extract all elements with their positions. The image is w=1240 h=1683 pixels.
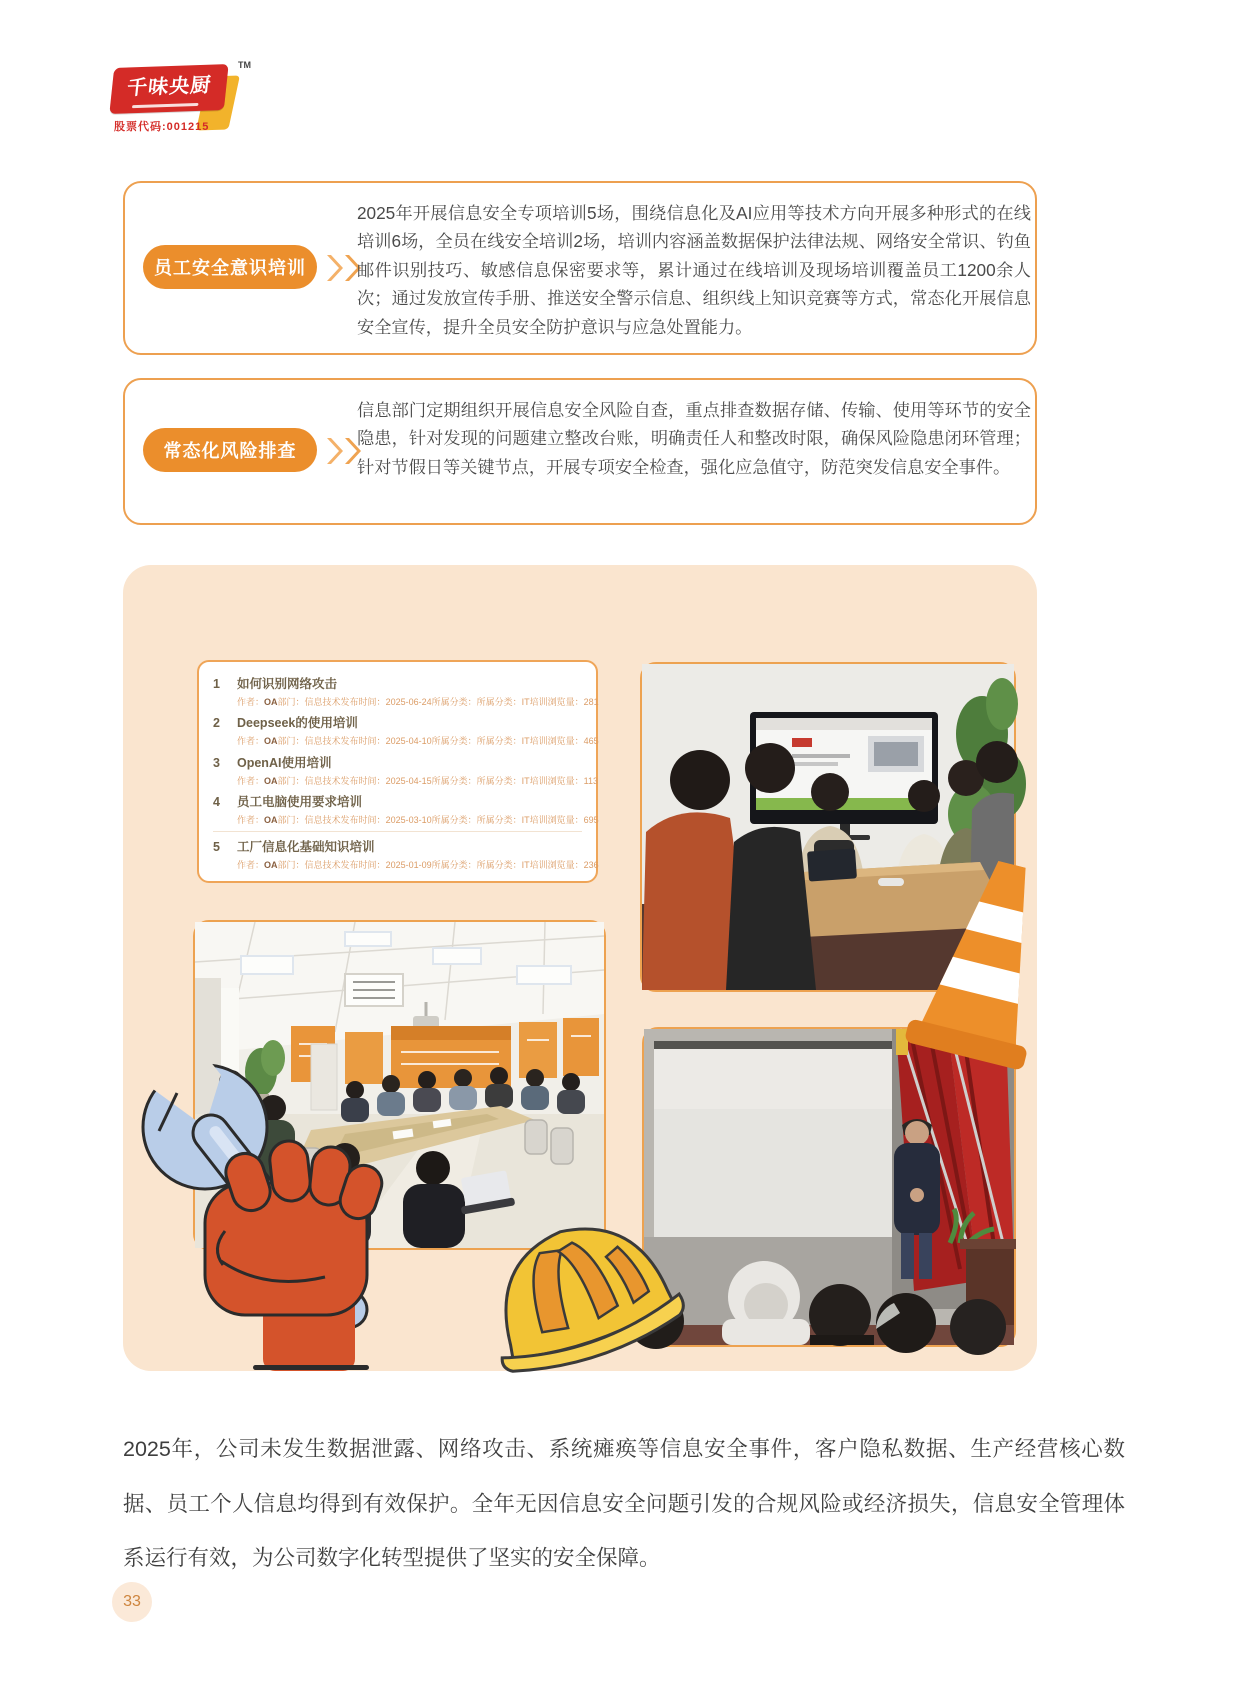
list-item-number: 3 (213, 755, 220, 770)
closing-paragraph: 2025年，公司未发生数据泄露、网络攻击、系统瘫痪等信息安全事件，客户隐私数据、生产经营核心数据、员工个人信息均得到有效保护。全年无因信息安全问题引发的合规风险或经济损失，信息安全管理体系运行有效，为公司数字化转型提供了坚实的安全保障。 (123, 1437, 1125, 1570)
list-item: 3 OpenAI使用培训 作者：OA 部门：信息技术 发布时间：2025-04-15 所属分类：所属分类：IT培训 浏览量：113 (213, 753, 582, 787)
section-body-training: 2025年开展信息安全专项培训5场，围绕信息化及AI应用等技术方向开展多种形式的在线培训6场，全员在线安全培训2场，培训内容涵盖数据保护法律法规、网络安全常识、钓鱼邮件识别技巧、敏感信息保密要求等，累计通过在线培训及现场培训覆盖员工1200余人次；通过发放宣传手册、推送安全警示信息、组织线上知识竞赛等方式，常态化开展信息安全宣传，提升全员安全防护意识与应急处置能力。 (357, 203, 1031, 337)
logo-slogan-line (132, 103, 199, 108)
list-item: 2 Deepseek的使用培训 作者：OA 部门：信息技术 发布时间：2025-04-10 所属分类：所属分类：IT培训 浏览量：465 (213, 713, 582, 747)
section-label-training: 员工安全意识培训 (143, 245, 317, 289)
company-logo (112, 60, 282, 138)
list-item-title: 工厂信息化基础知识培训 (237, 840, 375, 854)
stock-code-label: 股票代码:001215 (114, 121, 210, 133)
list-item: 5 工厂信息化基础知识培训 作者：OA 部门：信息技术 发布时间：2025-01-09 所属分类：所属分类：IT培训 浏览量：236 (213, 831, 582, 871)
list-item-number: 1 (213, 677, 220, 691)
list-item-title: 员工电脑使用要求培训 (237, 794, 363, 809)
list-item-number: 2 (213, 716, 220, 731)
list-item-number: 5 (213, 840, 220, 854)
logo-brand-text: 千味央厨 (125, 74, 213, 100)
page-number: 33 (112, 1582, 152, 1622)
training-list-screenshot (197, 660, 598, 883)
logo-brand-mark (109, 64, 228, 114)
trademark-label: TM (238, 60, 251, 70)
photo-lecture-hall (642, 1027, 1016, 1347)
list-item: 1 如何识别网络攻击 作者：OA 部门：信息技术 发布时间：2025-06-24 所属分类：所属分类：IT培训 浏览量：281 (213, 674, 582, 708)
section-box-risk (123, 378, 1037, 525)
list-item-title: OpenAI使用培训 (237, 755, 332, 770)
section-box-training (123, 181, 1037, 355)
photo-collage (123, 565, 1037, 1371)
list-item-title: 如何识别网络攻击 (237, 677, 338, 691)
section-body-risk: 信息部门定期组织开展信息安全风险自查，重点排查数据存储、传输、使用等环节的安全隐患，针对发现的问题建立整改台账，明确责任人和整改时限，确保风险隐患闭环管理；针对节假日等关键节点，开展专项安全检查，强化应急值守，防范突发信息安全事件。 (357, 400, 1031, 477)
list-item-number: 4 (213, 794, 220, 809)
section-label-risk: 常态化风险排查 (143, 428, 317, 472)
list-item-title: Deepseek的使用培训 (237, 716, 358, 731)
fist-wrench-illustration (125, 1035, 425, 1371)
list-item: 4 员工电脑使用要求培训 作者：OA 部门：信息技术 发布时间：2025-03-10 所属分类：所属分类：IT培训 浏览量：695 (213, 792, 582, 826)
